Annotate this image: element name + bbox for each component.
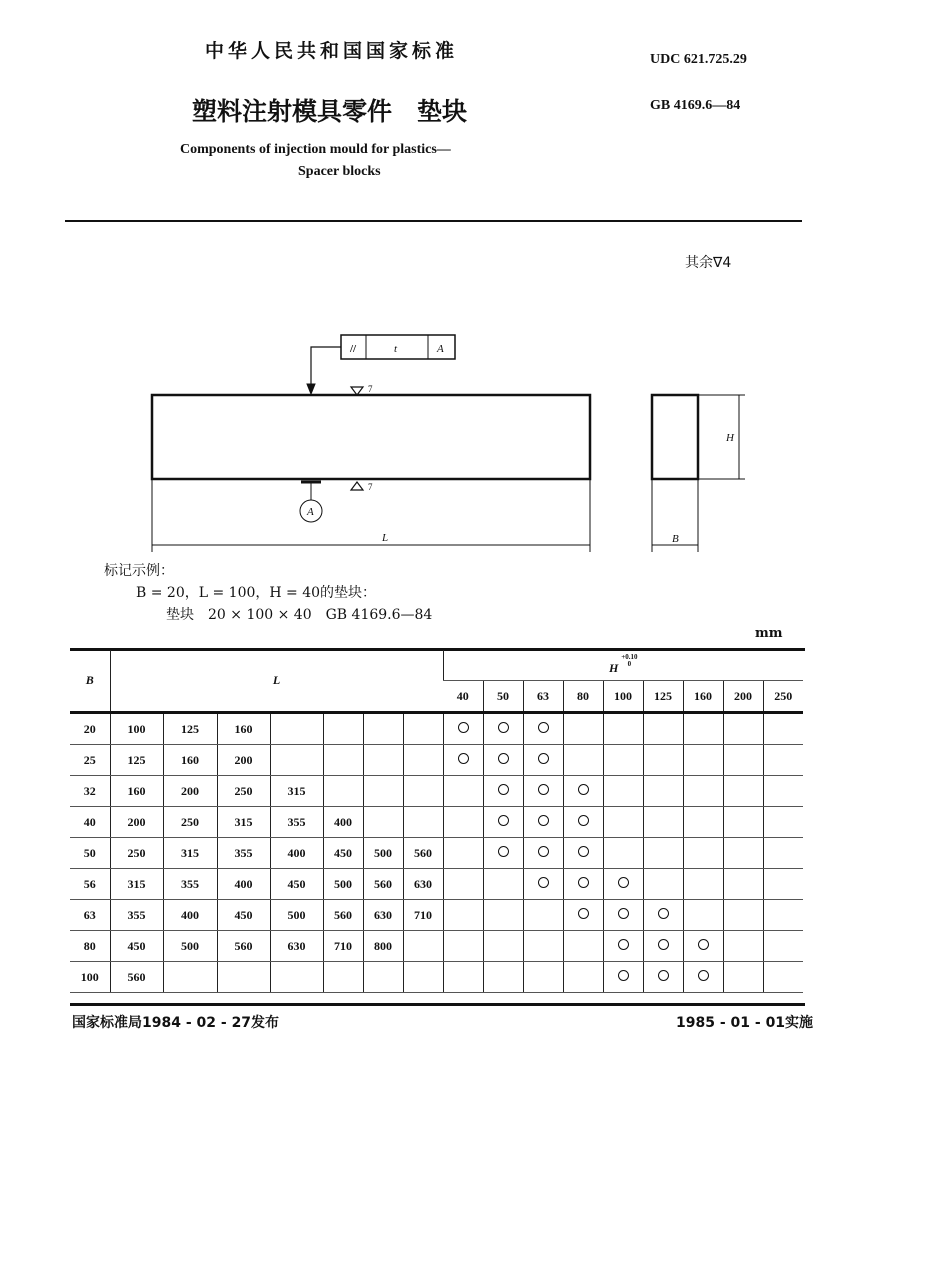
l-value xyxy=(270,713,323,745)
h-cell xyxy=(643,713,683,745)
available-circle-icon xyxy=(618,939,629,950)
l-value xyxy=(363,776,403,807)
l-value: 125 xyxy=(110,745,163,776)
l-value xyxy=(323,962,363,993)
table-row xyxy=(70,931,803,962)
h-col-header: 80 xyxy=(563,681,603,713)
dim-H: H xyxy=(726,432,734,444)
h-cell xyxy=(563,962,603,993)
h-cell xyxy=(643,807,683,838)
l-value: 200 xyxy=(163,776,217,807)
h-cell xyxy=(683,931,723,962)
b-value: 56 xyxy=(70,869,110,900)
l-value xyxy=(403,745,443,776)
h-cell xyxy=(563,869,603,900)
h-cell xyxy=(723,931,763,962)
l-value: 450 xyxy=(323,838,363,869)
udc-code: UDC 621.725.29 xyxy=(650,52,747,67)
table-row xyxy=(70,776,803,807)
l-value: 710 xyxy=(403,900,443,931)
table-row xyxy=(70,962,803,993)
l-value: 560 xyxy=(363,869,403,900)
available-circle-icon xyxy=(578,877,589,888)
h-cell xyxy=(723,838,763,869)
roughness-bottom: 7 xyxy=(368,482,373,492)
l-value: 560 xyxy=(110,962,163,993)
h-cell xyxy=(643,838,683,869)
header-H: H $^{+0.10 0}$ xyxy=(443,650,803,681)
h-cell xyxy=(443,745,483,776)
available-circle-icon xyxy=(618,970,629,981)
l-value xyxy=(403,776,443,807)
h-cell xyxy=(763,713,803,745)
l-value: 500 xyxy=(163,931,217,962)
h-cell xyxy=(603,713,643,745)
l-value: 355 xyxy=(217,838,270,869)
b-value: 100 xyxy=(70,962,110,993)
h-cell xyxy=(483,776,523,807)
l-value: 160 xyxy=(110,776,163,807)
h-cell xyxy=(483,869,523,900)
available-circle-icon xyxy=(698,939,709,950)
datum-label: A xyxy=(307,506,314,518)
header-rule xyxy=(65,220,802,222)
h-cell xyxy=(443,713,483,745)
marking-condition: B = 20，L = 100，H = 40的垫块： xyxy=(136,585,377,601)
h-cell xyxy=(443,900,483,931)
available-circle-icon xyxy=(538,722,549,733)
available-circle-icon xyxy=(538,846,549,857)
available-circle-icon xyxy=(458,722,469,733)
marking-heading: 标记示例： xyxy=(104,563,174,579)
h-cell xyxy=(603,807,643,838)
b-value: 25 xyxy=(70,745,110,776)
l-value: 355 xyxy=(110,900,163,931)
l-value xyxy=(323,713,363,745)
h-cell xyxy=(483,900,523,931)
h-cell xyxy=(523,807,563,838)
available-circle-icon xyxy=(578,908,589,919)
h-col-header: 125 xyxy=(643,681,683,713)
h-cell xyxy=(523,962,563,993)
available-circle-icon xyxy=(658,939,669,950)
available-circle-icon xyxy=(538,815,549,826)
gb-code: GB 4169.6—84 xyxy=(650,98,741,113)
h-cell xyxy=(763,869,803,900)
l-value xyxy=(363,962,403,993)
surface-note: 其余∇4 xyxy=(685,255,732,271)
h-cell xyxy=(763,931,803,962)
available-circle-icon xyxy=(498,815,509,826)
l-value: 800 xyxy=(363,931,403,962)
h-col-header: 200 xyxy=(723,681,763,713)
h-cell xyxy=(523,776,563,807)
h-cell xyxy=(443,838,483,869)
h-cell xyxy=(723,900,763,931)
h-cell xyxy=(723,962,763,993)
dim-B: B xyxy=(672,533,679,545)
h-cell xyxy=(523,900,563,931)
h-cell xyxy=(563,931,603,962)
l-value: 250 xyxy=(217,776,270,807)
l-value: 315 xyxy=(270,776,323,807)
b-value: 50 xyxy=(70,838,110,869)
tolerance-value: t xyxy=(394,343,398,355)
l-value xyxy=(323,776,363,807)
header-B: B xyxy=(70,650,110,713)
h-cell xyxy=(443,807,483,838)
h-cell xyxy=(683,869,723,900)
h-cell xyxy=(603,745,643,776)
b-value: 20 xyxy=(70,713,110,745)
h-cell xyxy=(603,838,643,869)
marking-example: 垫块 20 × 100 × 40 GB 4169.6—84 xyxy=(166,607,433,623)
l-value xyxy=(163,962,217,993)
h-cell xyxy=(643,745,683,776)
h-cell xyxy=(523,713,563,745)
available-circle-icon xyxy=(498,722,509,733)
title-cn: 塑料注射模具零件 垫块 xyxy=(192,97,468,126)
h-cell xyxy=(683,713,723,745)
h-col-header: 40 xyxy=(443,681,483,713)
table-row xyxy=(70,745,803,776)
h-cell xyxy=(483,745,523,776)
l-value: 400 xyxy=(163,900,217,931)
roughness-bottom-icon xyxy=(351,482,363,490)
h-cell xyxy=(563,807,603,838)
l-value xyxy=(403,807,443,838)
b-value: 63 xyxy=(70,900,110,931)
l-value: 355 xyxy=(270,807,323,838)
l-value: 315 xyxy=(163,838,217,869)
available-circle-icon xyxy=(458,753,469,764)
l-value: 160 xyxy=(163,745,217,776)
h-cell xyxy=(483,962,523,993)
h-cell xyxy=(643,900,683,931)
effective-date: 1985 - 01 - 01实施 xyxy=(676,1015,814,1031)
h-cell xyxy=(603,931,643,962)
l-value xyxy=(270,962,323,993)
available-circle-icon xyxy=(618,908,629,919)
l-value: 630 xyxy=(403,869,443,900)
h-col-header: 63 xyxy=(523,681,563,713)
l-value: 630 xyxy=(270,931,323,962)
l-value: 450 xyxy=(110,931,163,962)
l-value: 500 xyxy=(363,838,403,869)
title-en-2: Spacer blocks xyxy=(298,164,381,179)
unit-label: mm xyxy=(755,626,783,641)
h-cell xyxy=(483,713,523,745)
frame-datum: A xyxy=(437,343,444,355)
h-cell xyxy=(483,807,523,838)
issued-date: 国家标准局1984 - 02 - 27发布 xyxy=(72,1015,280,1031)
h-cell xyxy=(763,962,803,993)
available-circle-icon xyxy=(658,970,669,981)
table-row xyxy=(70,713,803,745)
l-value: 250 xyxy=(110,838,163,869)
h-cell xyxy=(483,931,523,962)
l-value: 400 xyxy=(217,869,270,900)
l-value: 100 xyxy=(110,713,163,745)
table-bottom-rule xyxy=(70,1003,805,1006)
h-cell xyxy=(483,838,523,869)
h-cell xyxy=(643,962,683,993)
side-view xyxy=(652,395,698,479)
front-view xyxy=(152,395,590,479)
spacer-block-drawing xyxy=(0,320,950,560)
l-value: 500 xyxy=(270,900,323,931)
available-circle-icon xyxy=(618,877,629,888)
h-cell xyxy=(443,962,483,993)
l-value xyxy=(217,962,270,993)
header-L: L xyxy=(110,650,443,713)
b-value: 32 xyxy=(70,776,110,807)
l-value: 250 xyxy=(163,807,217,838)
l-value xyxy=(323,745,363,776)
l-value: 160 xyxy=(217,713,270,745)
h-cell xyxy=(643,931,683,962)
l-value: 500 xyxy=(323,869,363,900)
l-value: 450 xyxy=(217,900,270,931)
h-cell xyxy=(723,869,763,900)
h-cell xyxy=(603,962,643,993)
h-cell xyxy=(763,745,803,776)
h-cell xyxy=(563,713,603,745)
available-circle-icon xyxy=(498,846,509,857)
available-circle-icon xyxy=(658,908,669,919)
table-row xyxy=(70,900,803,931)
dimension-table xyxy=(70,650,803,993)
h-cell xyxy=(443,869,483,900)
table-row xyxy=(70,807,803,838)
h-cell xyxy=(683,807,723,838)
h-col-header: 250 xyxy=(763,681,803,713)
l-value xyxy=(403,713,443,745)
l-value xyxy=(403,931,443,962)
available-circle-icon xyxy=(538,877,549,888)
h-cell xyxy=(723,713,763,745)
available-circle-icon xyxy=(578,815,589,826)
h-cell xyxy=(443,776,483,807)
h-tol-lower: 0 xyxy=(627,660,632,668)
b-value: 80 xyxy=(70,931,110,962)
h-col-header: 100 xyxy=(603,681,643,713)
h-cell xyxy=(683,962,723,993)
available-circle-icon xyxy=(538,784,549,795)
l-value: 450 xyxy=(270,869,323,900)
b-value: 40 xyxy=(70,807,110,838)
l-value: 200 xyxy=(217,745,270,776)
l-value: 315 xyxy=(217,807,270,838)
l-value: 560 xyxy=(403,838,443,869)
h-cell xyxy=(603,900,643,931)
title-en-1: Components of injection mould for plastics— xyxy=(180,142,451,157)
h-cell xyxy=(563,745,603,776)
h-tol-upper: +0.10 xyxy=(621,653,638,661)
h-cell xyxy=(643,776,683,807)
h-cell xyxy=(763,900,803,931)
h-cell xyxy=(603,869,643,900)
l-value: 710 xyxy=(323,931,363,962)
l-value xyxy=(363,745,403,776)
table-row xyxy=(70,838,803,869)
l-value: 315 xyxy=(110,869,163,900)
roughness-top: 7 xyxy=(368,384,373,394)
h-col-header: 50 xyxy=(483,681,523,713)
h-cell xyxy=(763,807,803,838)
available-circle-icon xyxy=(498,753,509,764)
h-cell xyxy=(563,776,603,807)
h-cell xyxy=(723,776,763,807)
l-value: 400 xyxy=(270,838,323,869)
h-cell xyxy=(683,776,723,807)
h-cell xyxy=(523,869,563,900)
h-cell xyxy=(563,900,603,931)
h-cell xyxy=(523,745,563,776)
l-value: 200 xyxy=(110,807,163,838)
h-cell xyxy=(763,776,803,807)
h-cell xyxy=(723,745,763,776)
h-cell xyxy=(723,807,763,838)
available-circle-icon xyxy=(698,970,709,981)
table-row xyxy=(70,869,803,900)
h-cell xyxy=(603,776,643,807)
l-value xyxy=(363,713,403,745)
parallelism-icon: // xyxy=(350,343,357,355)
available-circle-icon xyxy=(538,753,549,764)
available-circle-icon xyxy=(498,784,509,795)
available-circle-icon xyxy=(578,784,589,795)
h-cell xyxy=(763,838,803,869)
available-circle-icon xyxy=(578,846,589,857)
h-cell xyxy=(643,869,683,900)
l-value: 560 xyxy=(217,931,270,962)
standard-org: 中华人民共和国国家标准 xyxy=(205,40,459,62)
h-cell xyxy=(683,900,723,931)
h-cell xyxy=(683,838,723,869)
h-cell xyxy=(523,931,563,962)
h-cell xyxy=(523,838,563,869)
l-value xyxy=(270,745,323,776)
l-value: 125 xyxy=(163,713,217,745)
l-value: 630 xyxy=(363,900,403,931)
l-value: 355 xyxy=(163,869,217,900)
l-value xyxy=(403,962,443,993)
l-value xyxy=(363,807,403,838)
h-col-header: 160 xyxy=(683,681,723,713)
h-cell xyxy=(683,745,723,776)
h-cell xyxy=(443,931,483,962)
l-value: 400 xyxy=(323,807,363,838)
l-value: 560 xyxy=(323,900,363,931)
dim-L: L xyxy=(382,532,389,544)
h-cell xyxy=(563,838,603,869)
